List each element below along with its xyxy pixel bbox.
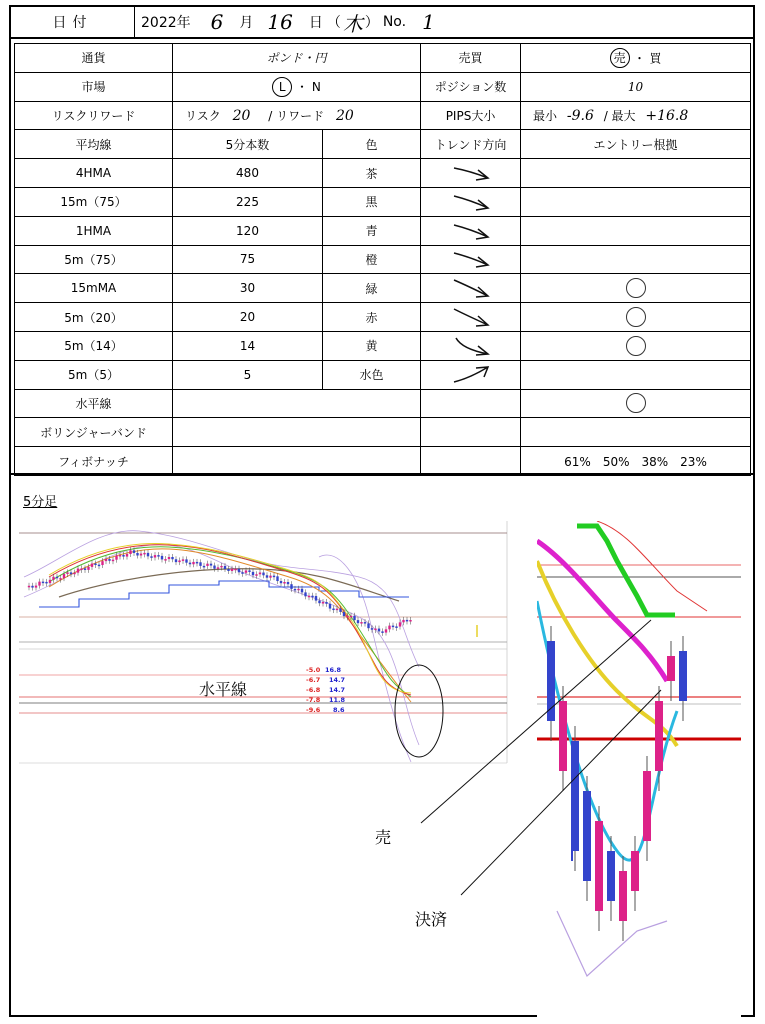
candle bbox=[45, 582, 47, 584]
market-l-circled: L bbox=[272, 77, 292, 97]
candle bbox=[607, 851, 615, 901]
blank-cell bbox=[521, 418, 751, 447]
candle bbox=[231, 569, 233, 571]
candle bbox=[94, 564, 96, 566]
candle bbox=[73, 573, 75, 575]
candle bbox=[126, 554, 128, 557]
weekday-value: 木 bbox=[342, 11, 363, 36]
record-table bbox=[14, 43, 751, 476]
candle bbox=[679, 651, 687, 701]
candle bbox=[343, 612, 345, 616]
ma-header-row bbox=[15, 130, 751, 159]
fib-label: フィボナッチ bbox=[15, 447, 173, 476]
candle bbox=[367, 623, 369, 628]
entry-basis bbox=[521, 303, 751, 332]
day-value: 16 bbox=[267, 10, 293, 34]
candle bbox=[112, 560, 114, 562]
candle bbox=[266, 575, 268, 577]
ma-count: 225 bbox=[173, 187, 323, 216]
candle bbox=[290, 584, 292, 589]
candle bbox=[91, 564, 93, 567]
buysell-label: 売買 bbox=[421, 44, 521, 73]
candle bbox=[406, 620, 408, 622]
position-value: 10 bbox=[521, 72, 751, 101]
ma-col5: エントリー根拠 bbox=[521, 130, 751, 159]
rr-label: リスクリワード bbox=[15, 101, 173, 130]
trend-arrow-cell bbox=[421, 216, 521, 245]
ma-count: 14 bbox=[173, 331, 323, 360]
candle bbox=[336, 609, 338, 611]
candle bbox=[350, 616, 352, 618]
candle bbox=[206, 564, 208, 566]
blank-cell bbox=[421, 389, 521, 418]
candle bbox=[80, 568, 82, 570]
down-arrow-icon bbox=[448, 306, 494, 328]
zoomed-chart bbox=[537, 521, 741, 1024]
candle bbox=[108, 559, 110, 561]
ma-name: 5m（75） bbox=[15, 245, 173, 274]
ma-color: 青 bbox=[323, 216, 421, 245]
ma-col3: 色 bbox=[323, 130, 421, 159]
candle bbox=[129, 550, 131, 554]
candle bbox=[28, 586, 30, 588]
down-arrow-icon bbox=[448, 192, 494, 212]
candle bbox=[213, 566, 215, 569]
up-arrow-icon bbox=[448, 364, 494, 386]
market-value bbox=[173, 72, 421, 101]
pips-label-red: -7.8 bbox=[306, 696, 321, 704]
five-minute-chart bbox=[19, 517, 524, 775]
candle bbox=[210, 564, 212, 566]
candle bbox=[374, 629, 376, 631]
candle bbox=[262, 573, 264, 576]
ma-color: 緑 bbox=[323, 274, 421, 303]
ma-name: 15m（75） bbox=[15, 187, 173, 216]
buysell-dot: ・ bbox=[633, 51, 650, 66]
fib-levels: 61% 50% 38% 23% bbox=[521, 447, 751, 476]
candle bbox=[77, 569, 79, 573]
candle bbox=[547, 641, 555, 721]
candle bbox=[252, 572, 254, 575]
candle bbox=[388, 626, 390, 630]
reward-value: 20 bbox=[335, 107, 354, 124]
candle bbox=[234, 569, 236, 571]
trend-arrow-cell bbox=[421, 187, 521, 216]
candle bbox=[196, 562, 198, 564]
candle bbox=[115, 556, 117, 560]
trend-arrow-cell bbox=[421, 303, 521, 332]
entry-basis bbox=[521, 245, 751, 274]
candle bbox=[245, 570, 247, 572]
blank-cell bbox=[421, 418, 521, 447]
candle bbox=[178, 560, 180, 562]
circle-mark-icon bbox=[626, 336, 646, 356]
market-row bbox=[15, 72, 751, 101]
entry-basis bbox=[521, 274, 751, 303]
ma-col2: 5分本数 bbox=[173, 130, 323, 159]
ma-row bbox=[15, 187, 751, 216]
candle bbox=[199, 562, 201, 566]
candle bbox=[255, 574, 257, 576]
bollinger-row bbox=[15, 418, 751, 447]
trend-arrow-cell bbox=[421, 331, 521, 360]
pips-min-label: 最小 bbox=[533, 108, 558, 123]
circle-mark-icon bbox=[626, 278, 646, 298]
candle bbox=[38, 582, 40, 586]
candle bbox=[192, 562, 194, 564]
buysell-value bbox=[521, 44, 751, 73]
ma-name: 5m（5） bbox=[15, 360, 173, 389]
candle bbox=[360, 622, 362, 624]
entry-basis bbox=[521, 159, 751, 188]
candle bbox=[325, 602, 327, 604]
pips-label-red: -9.6 bbox=[306, 706, 321, 714]
candle bbox=[322, 602, 324, 604]
candle bbox=[297, 589, 299, 591]
candle bbox=[161, 556, 163, 560]
candle bbox=[105, 559, 107, 561]
candle bbox=[35, 586, 37, 588]
candle bbox=[147, 553, 149, 556]
entry-basis bbox=[521, 187, 751, 216]
candle bbox=[346, 616, 348, 618]
market-dot: ・ bbox=[296, 79, 312, 94]
ma-color: 茶 bbox=[323, 159, 421, 188]
candle bbox=[276, 576, 278, 581]
ma-color: 水色 bbox=[323, 360, 421, 389]
blank-cell bbox=[421, 447, 521, 476]
candle bbox=[259, 573, 261, 575]
candle bbox=[301, 589, 303, 593]
candle bbox=[280, 581, 282, 583]
horizontal-label: 水平線 bbox=[15, 389, 173, 418]
trend-arrow-cell bbox=[421, 245, 521, 274]
candle bbox=[66, 572, 68, 574]
ma-row bbox=[15, 245, 751, 274]
horizontal-row bbox=[15, 389, 751, 418]
ma-count: 480 bbox=[173, 159, 323, 188]
ma-count: 20 bbox=[173, 303, 323, 332]
candle bbox=[304, 592, 306, 596]
ma-row bbox=[15, 274, 751, 303]
ma-col4: トレンド方向 bbox=[421, 130, 521, 159]
section-title: 5分足 bbox=[23, 495, 58, 510]
candle bbox=[294, 589, 296, 591]
sell-circled: 売 bbox=[610, 48, 630, 68]
candle bbox=[136, 553, 138, 556]
candle bbox=[238, 569, 240, 573]
candle bbox=[311, 596, 313, 598]
ma-count: 30 bbox=[173, 274, 323, 303]
candle bbox=[101, 561, 103, 565]
month-unit: 月 bbox=[239, 15, 254, 31]
pips-label-red: -6.8 bbox=[306, 686, 321, 694]
candle bbox=[157, 555, 159, 557]
risk-label: リスク bbox=[185, 108, 221, 123]
candle bbox=[133, 550, 135, 553]
candle bbox=[409, 620, 411, 622]
candle bbox=[655, 701, 663, 771]
candle bbox=[353, 616, 355, 620]
day-unit: 日 bbox=[308, 15, 323, 31]
candle bbox=[122, 555, 124, 557]
rr-value bbox=[173, 101, 421, 130]
date-label: 日付 bbox=[11, 7, 135, 37]
candle bbox=[224, 566, 226, 569]
ma-count: 75 bbox=[173, 245, 323, 274]
trade-record-sheet bbox=[9, 5, 755, 1017]
candle bbox=[164, 559, 166, 561]
ma-color: 赤 bbox=[323, 303, 421, 332]
candle bbox=[220, 566, 222, 568]
candle bbox=[168, 557, 170, 559]
candle bbox=[49, 580, 51, 583]
blank-cell bbox=[173, 418, 421, 447]
ma-count: 5 bbox=[173, 360, 323, 389]
settle-note: 決済 bbox=[415, 910, 448, 929]
candle bbox=[395, 626, 397, 628]
pips-label-blue: 16.8 bbox=[325, 666, 342, 674]
pips-label-blue: 14.7 bbox=[329, 676, 346, 684]
candle bbox=[182, 559, 184, 561]
candle bbox=[175, 559, 177, 562]
entry-basis bbox=[521, 331, 751, 360]
header-row bbox=[11, 7, 753, 39]
market-label: 市場 bbox=[15, 72, 173, 101]
candle bbox=[287, 582, 289, 584]
circle-mark-icon bbox=[626, 307, 646, 327]
candle bbox=[399, 622, 401, 626]
pips-label: PIPS大小 bbox=[421, 101, 521, 130]
bollinger-label: ボリンジャーバンド bbox=[15, 418, 173, 447]
candle bbox=[332, 609, 334, 611]
ma-name: 15mMA bbox=[15, 274, 173, 303]
candle bbox=[619, 871, 627, 921]
candle bbox=[339, 609, 341, 612]
ma-name: 1HMA bbox=[15, 216, 173, 245]
candle bbox=[143, 553, 145, 555]
down-arrow-icon bbox=[448, 249, 494, 269]
pips-label-red: -5.0 bbox=[306, 666, 321, 674]
candle bbox=[189, 563, 191, 565]
trend-arrow-cell bbox=[421, 159, 521, 188]
ma-color: 黄 bbox=[323, 331, 421, 360]
entry-basis bbox=[521, 216, 751, 245]
candle bbox=[31, 586, 33, 588]
reward-label: / リワード bbox=[268, 108, 325, 123]
candle bbox=[357, 620, 359, 623]
currency-label: 通貨 bbox=[15, 44, 173, 73]
candle bbox=[154, 555, 156, 557]
pips-max-label: / 最大 bbox=[603, 108, 636, 123]
candle bbox=[87, 567, 89, 570]
pips-min-value: -9.6 bbox=[566, 107, 594, 124]
currency-value: ポンド・円 bbox=[173, 44, 421, 73]
ma-name: 5m（20） bbox=[15, 303, 173, 332]
candle bbox=[371, 628, 373, 630]
down-arrow-icon bbox=[448, 277, 494, 299]
weekday-close: ） bbox=[364, 15, 379, 31]
ma-row bbox=[15, 331, 751, 360]
pips-max-value: +16.8 bbox=[645, 107, 689, 124]
down-arrow-icon bbox=[448, 335, 494, 357]
candle bbox=[385, 629, 387, 632]
risk-value: 20 bbox=[232, 107, 251, 124]
candle bbox=[402, 620, 404, 622]
candle bbox=[283, 582, 285, 584]
candle bbox=[63, 574, 65, 578]
riskreward-row bbox=[15, 101, 751, 130]
date-content bbox=[141, 7, 441, 37]
candle bbox=[56, 577, 58, 579]
candle bbox=[70, 572, 72, 574]
ma-row bbox=[15, 216, 751, 245]
candle bbox=[329, 604, 331, 609]
weekday-open: （ bbox=[326, 15, 341, 31]
candle bbox=[98, 565, 100, 567]
no-value: 1 bbox=[422, 10, 435, 34]
entry-basis bbox=[521, 360, 751, 389]
entry-basis bbox=[521, 389, 751, 418]
candle bbox=[378, 629, 380, 632]
blank-cell bbox=[173, 389, 421, 418]
trend-arrow-cell bbox=[421, 274, 521, 303]
pips-value bbox=[521, 101, 751, 130]
blank-cell bbox=[173, 447, 421, 476]
candle bbox=[42, 582, 44, 584]
candle bbox=[364, 622, 366, 624]
candle bbox=[217, 567, 219, 569]
candle bbox=[59, 578, 61, 580]
candle bbox=[248, 570, 250, 572]
ma-col1: 平均線 bbox=[15, 130, 173, 159]
candle bbox=[643, 771, 651, 841]
currency-row bbox=[15, 44, 751, 73]
pips-label-blue: 14.7 bbox=[329, 686, 346, 694]
month-value: 6 bbox=[210, 10, 224, 34]
down-arrow-icon bbox=[448, 163, 494, 183]
buy-text: 買 bbox=[649, 51, 662, 66]
chart-section bbox=[11, 473, 753, 1015]
ma-color: 橙 bbox=[323, 245, 421, 274]
market-n: N bbox=[311, 79, 321, 94]
ma-row bbox=[15, 159, 751, 188]
ma-count: 120 bbox=[173, 216, 323, 245]
pips-label-blue: 11.8 bbox=[329, 696, 346, 704]
ma-name: 5m（14） bbox=[15, 331, 173, 360]
candle bbox=[392, 626, 394, 628]
sell-note: 売 bbox=[375, 828, 392, 847]
fibonacci-row bbox=[15, 447, 751, 476]
candle bbox=[631, 851, 639, 891]
candle bbox=[583, 791, 591, 881]
candle bbox=[381, 631, 383, 633]
ma-row bbox=[15, 360, 751, 389]
horizontal-line-note: 水平線 bbox=[199, 680, 248, 699]
candle bbox=[559, 701, 567, 771]
candle bbox=[119, 555, 121, 557]
circle-mark-icon bbox=[626, 393, 646, 413]
candle bbox=[315, 596, 317, 601]
candle bbox=[241, 572, 243, 574]
pips-label-red: -6.7 bbox=[306, 676, 321, 684]
candle bbox=[273, 576, 275, 578]
down-arrow-icon bbox=[448, 221, 494, 241]
candle bbox=[308, 596, 310, 598]
ma-name: 4HMA bbox=[15, 159, 173, 188]
candle bbox=[667, 656, 675, 681]
candle bbox=[269, 576, 271, 578]
ma-row bbox=[15, 303, 751, 332]
candle bbox=[318, 601, 320, 604]
candle bbox=[52, 577, 54, 580]
position-label: ポジション数 bbox=[421, 72, 521, 101]
ma-color: 黒 bbox=[323, 187, 421, 216]
candle bbox=[203, 566, 205, 568]
candle bbox=[171, 557, 173, 559]
candle bbox=[150, 556, 152, 558]
candle bbox=[140, 554, 142, 556]
candle bbox=[185, 559, 187, 562]
candle bbox=[84, 568, 86, 570]
trend-arrow-cell bbox=[421, 360, 521, 389]
pips-label-blue: 8.6 bbox=[333, 706, 345, 714]
year-text: 2022年 bbox=[141, 15, 191, 31]
candle bbox=[227, 569, 229, 571]
candle bbox=[595, 821, 603, 911]
no-label: No. bbox=[382, 14, 407, 30]
